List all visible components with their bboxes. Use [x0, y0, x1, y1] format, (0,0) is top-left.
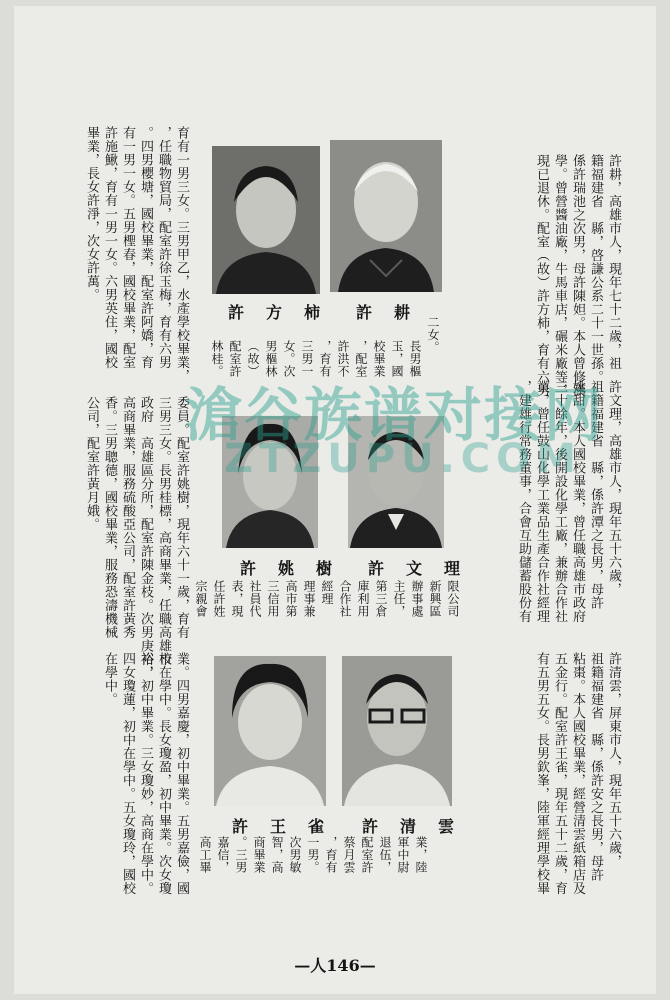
text-column: 五金行。配室許王雀，現年五十二歲，育 — [552, 652, 567, 895]
text-column: ，配室 — [354, 340, 368, 378]
text-column: 育有一男三女。三男甲乙，水產學校畢業， — [174, 126, 189, 383]
text-column: 新興區 — [428, 580, 442, 618]
text-column: 任許姓 — [212, 580, 226, 618]
text-column: 辦事處 — [410, 580, 424, 618]
text-column: 許耕，高雄市人，現年七十二歲，祖 — [606, 154, 621, 370]
text-column: 業，陸 — [414, 836, 428, 874]
text-column: 委員。配室許姚樹，現年六十一歲，育有 — [174, 396, 189, 639]
text-column: 理事兼 — [302, 580, 316, 618]
text-column: 配室許 — [360, 836, 374, 874]
text-column: 庫利用 — [356, 580, 370, 618]
text-column: 高工畢 — [198, 836, 212, 874]
text-column: 。四男櫻塘，國校畢業，配室許阿嬌，育 — [138, 126, 153, 369]
text-column: ，任職物貿局，配室許徐玉梅，育有六男 — [156, 126, 171, 369]
caption-xu-wenli: 許文理 — [368, 559, 483, 578]
text-column: 主任， — [392, 580, 406, 618]
text-column: 。三男 — [234, 836, 248, 874]
text-column: 軍中尉 — [396, 836, 410, 874]
text-column: 四女瓊蓮，初中在學中。五女瓊玲，國校 — [120, 652, 135, 895]
document-page — [14, 6, 656, 994]
text-column: 在學中。 — [102, 652, 117, 706]
text-column: 商畢業 — [252, 836, 266, 874]
text-column: 女。次 — [282, 340, 296, 378]
caption-xu-geng: 許耕 — [356, 303, 433, 322]
text-column: 高市第 — [284, 580, 298, 618]
text-column: 許施鰍，育有一男一女。六男英住，國校 — [102, 126, 117, 369]
text-column: 退伍， — [378, 836, 392, 874]
page-number: —人146— — [294, 956, 376, 975]
text-column: 許清雲，屏東市人，現年五十六歲， — [606, 652, 621, 868]
text-column: 粘棗。本人國校畢業，經營清雲紙箱店及 — [570, 652, 585, 895]
caption-xu-wangque: 許王雀 — [232, 817, 347, 836]
portrait-xu-geng — [330, 140, 442, 292]
text-column: 許洪不 — [336, 340, 350, 378]
text-column: 學。曾營醬油廠，牛馬車店，碾米廠等， — [552, 154, 567, 397]
text-column: 三男三女。長男桂標，高商畢業，任職高雄市 — [156, 396, 171, 666]
text-column: 嘉信， — [216, 836, 230, 874]
portrait-xu-fangshi — [212, 146, 320, 294]
text-column: 裕，初中畢業。三女瓊妙，高商在學中。 — [138, 652, 153, 895]
portrait-xu-wangque — [214, 656, 326, 806]
text-column: 經理 — [320, 580, 334, 605]
text-column: 智，高 — [270, 836, 284, 874]
text-column: ，育有 — [318, 340, 332, 378]
text-column: 合作社 — [338, 580, 352, 618]
portrait-xu-qingyun — [342, 656, 452, 806]
text-column: 業。四男嘉慶，初中畢業。五男嘉儉，國 — [174, 652, 189, 895]
text-column: ，建雄行常務董事，合會互助儲蓄股份有 — [516, 380, 531, 623]
text-column: 高商畢業，服務硫酸亞公司，配室許黃秀 — [120, 396, 135, 639]
caption-xu-fangshi: 許方柿 — [228, 303, 343, 322]
text-column: 第三倉 — [374, 580, 388, 618]
text-column: 現已退休。配室（故）許方柿，育有六男 — [534, 154, 549, 397]
text-column: 公司，配室許黃月娥。 — [84, 396, 99, 531]
text-column: 社員代 — [248, 580, 262, 618]
text-column: 校在學中。長女瓊盈，初中畢業。次女瓊 — [156, 652, 171, 895]
text-column: 玉，國 — [390, 340, 404, 378]
text-column: （故） — [246, 340, 260, 378]
text-column: 男樞林 — [264, 340, 278, 378]
text-column: 配室許 — [228, 340, 242, 378]
text-column: 政府 高雄區分所，配室許陳金枝。次男庚裕， — [138, 396, 153, 680]
text-column: 限公司 — [446, 580, 460, 618]
text-column: 二女。 — [426, 316, 440, 354]
text-column: 蔡月雲 — [342, 836, 356, 874]
text-column: 次男敏 — [288, 836, 302, 874]
text-column: 畢業，長女許淨，次女許萬。 — [84, 126, 99, 302]
caption-xu-qingyun: 許清雲 — [362, 817, 477, 836]
text-column: 祖籍福建省 縣，係許安之長男，母許 — [588, 652, 603, 882]
text-column: 業，曾任鼓山化學工業品生產合作社經理 — [534, 380, 549, 623]
text-column: 三男一 — [300, 340, 314, 378]
text-column: 一男。 — [306, 836, 320, 874]
text-column: 香。三男聰德，國校畢業，服務恐濤機械 — [102, 396, 117, 639]
text-column: ，育有 — [324, 836, 338, 874]
text-column: 長男樞 — [408, 340, 422, 378]
text-column: 有五男五女。長男欽峯，陸軍經理學校畢 — [534, 652, 549, 895]
text-column: 表，現 — [230, 580, 244, 618]
text-column: 有一男一女。五男檉春，國校畢業，配室 — [120, 126, 135, 369]
text-column: 係許瑞池之次男，母許陳妲。本人曾修漢 — [570, 154, 585, 397]
text-column: 林桂。 — [210, 340, 224, 378]
watermark-text: 滄谷族谱对接网 — [184, 381, 605, 449]
caption-xu-yaoshu: 許姚樹 — [240, 559, 355, 578]
watermark-url: ZTZUPU.COM — [224, 436, 582, 482]
text-column: 籍福建省 縣，啓謙公系二十一世孫。 — [588, 154, 603, 384]
text-column: 三信用 — [266, 580, 280, 618]
text-column: 宗親會 — [194, 580, 208, 618]
text-column: 祖籍福建省 縣，係許潭之長男，母許 — [588, 380, 603, 610]
text-column: 校畢業 — [372, 340, 386, 378]
text-column: 許文理，高雄市人，現年五十六歲， — [606, 380, 621, 596]
text-column: 三十餘年，後開設化學工廠，兼辦合作社 — [552, 380, 567, 623]
text-column: 姚甜。本人國校畢業，曾任職高雄市政府 — [570, 380, 585, 623]
